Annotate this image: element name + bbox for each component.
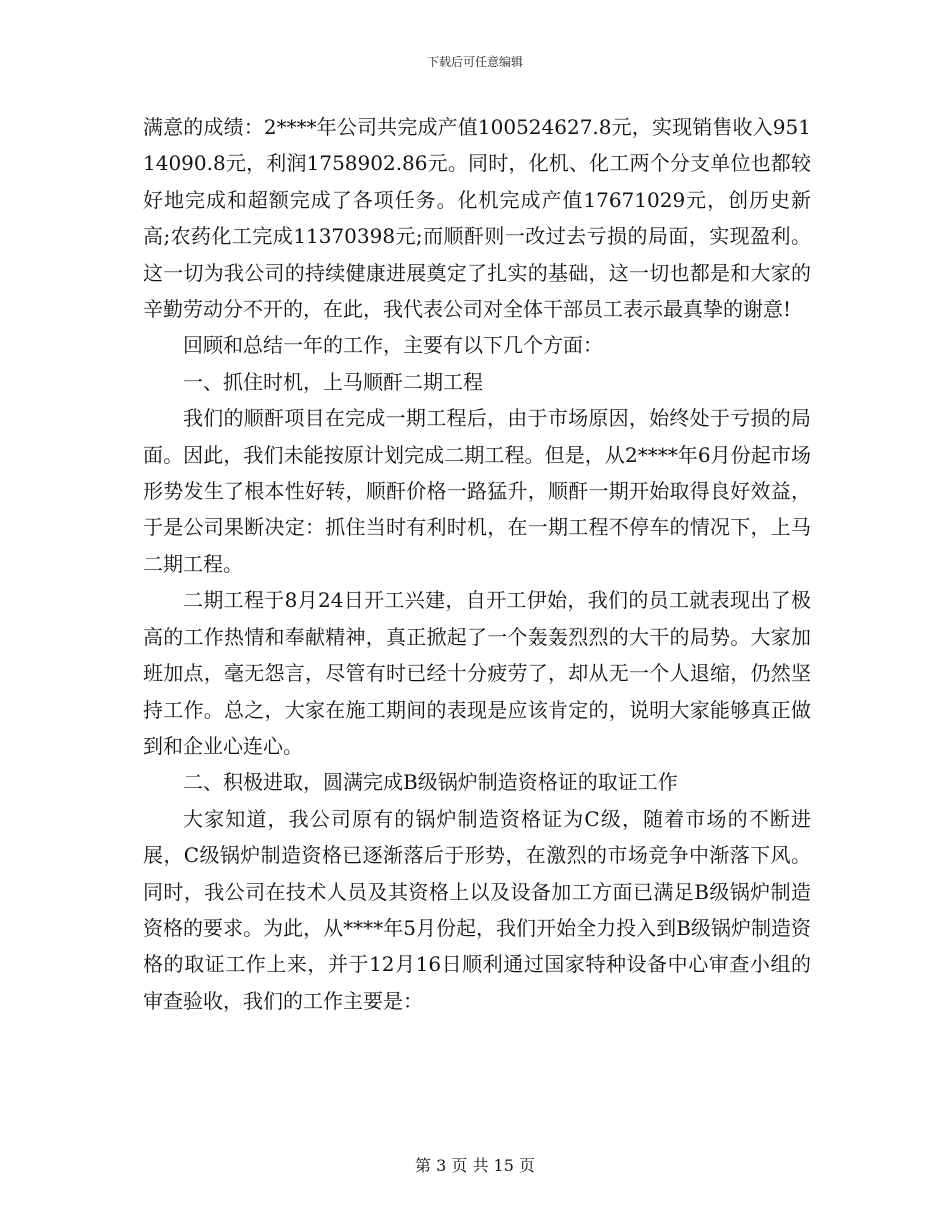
- paragraph-1: 满意的成绩：2****年公司共完成产值100524627.8元，实现销售收入95114090.8元，利润1758902.86元。同时，化机、化工两个分支单位也都较好地完成和超额完成了各项任务。化机完成产值17671029元，创历史新高;农药化工完成11370398元;而顺酐则一改过去亏损的局面，实现盈利。这一切为我公司的持续健康进展奠定了扎实的基础，这一切也都是和大家的辛勤劳动分不开的，在此，我代表公司对全体干部员工表示最真挚的谢意!: [143, 115, 811, 322]
- section-heading-2: 二、积极进取，圆满完成B级锅炉制造资格证的取证工作: [183, 770, 678, 795]
- paragraph-2: 回顾和总结一年的工作，主要有以下几个方面：: [183, 333, 603, 358]
- paragraph-4: 二期工程于8月24日开工兴建，自开工伊始，我们的员工就表现出了极高的工作热情和奉献精神，真正掀起了一个轰轰烈烈的大干的局势。大家加班加点，毫无怨言，尽管有时已经十分疲劳了，却从无一个人退缩，仍然坚持工作。总之，大家在施工期间的表现是应该肯定的，说明大家能够真正做到和企业心连心。: [143, 588, 811, 758]
- section-heading-1: 一、抓住时机，上马顺酐二期工程: [183, 369, 483, 394]
- document-body: [143, 109, 811, 1019]
- page-header: 下载后可任意编辑: [426, 55, 523, 69]
- page-footer: 第 3 页 共 15 页: [415, 1156, 535, 1175]
- paragraph-3: 我们的顺酐项目在完成一期工程后，由于市场原因，始终处于亏损的局面。因此，我们未能按原计划完成二期工程。但是，从2****年6月份起市场形势发生了根本性好转，顺酐价格一路猛升，顺酐一期开始取得良好效益，于是公司果断决定：抓住当时有利时机，在一期工程不停车的情况下，上马二期工程。: [143, 406, 811, 576]
- paragraph-5: 大家知道，我公司原有的锅炉制造资格证为C级，随着市场的不断进展，C级锅炉制造资格已逐渐落后于形势，在激烈的市场竞争中渐落下风。同时，我公司在技术人员及其资格上以及设备加工方面已满足B级锅炉制造资格的要求。为此，从****年5月份起，我们开始全力投入到B级锅炉制造资格的取证工作上来，并于12月16日顺利通过国家特种设备中心审查小组的审查验收，我们的工作主要是：: [143, 806, 811, 1013]
